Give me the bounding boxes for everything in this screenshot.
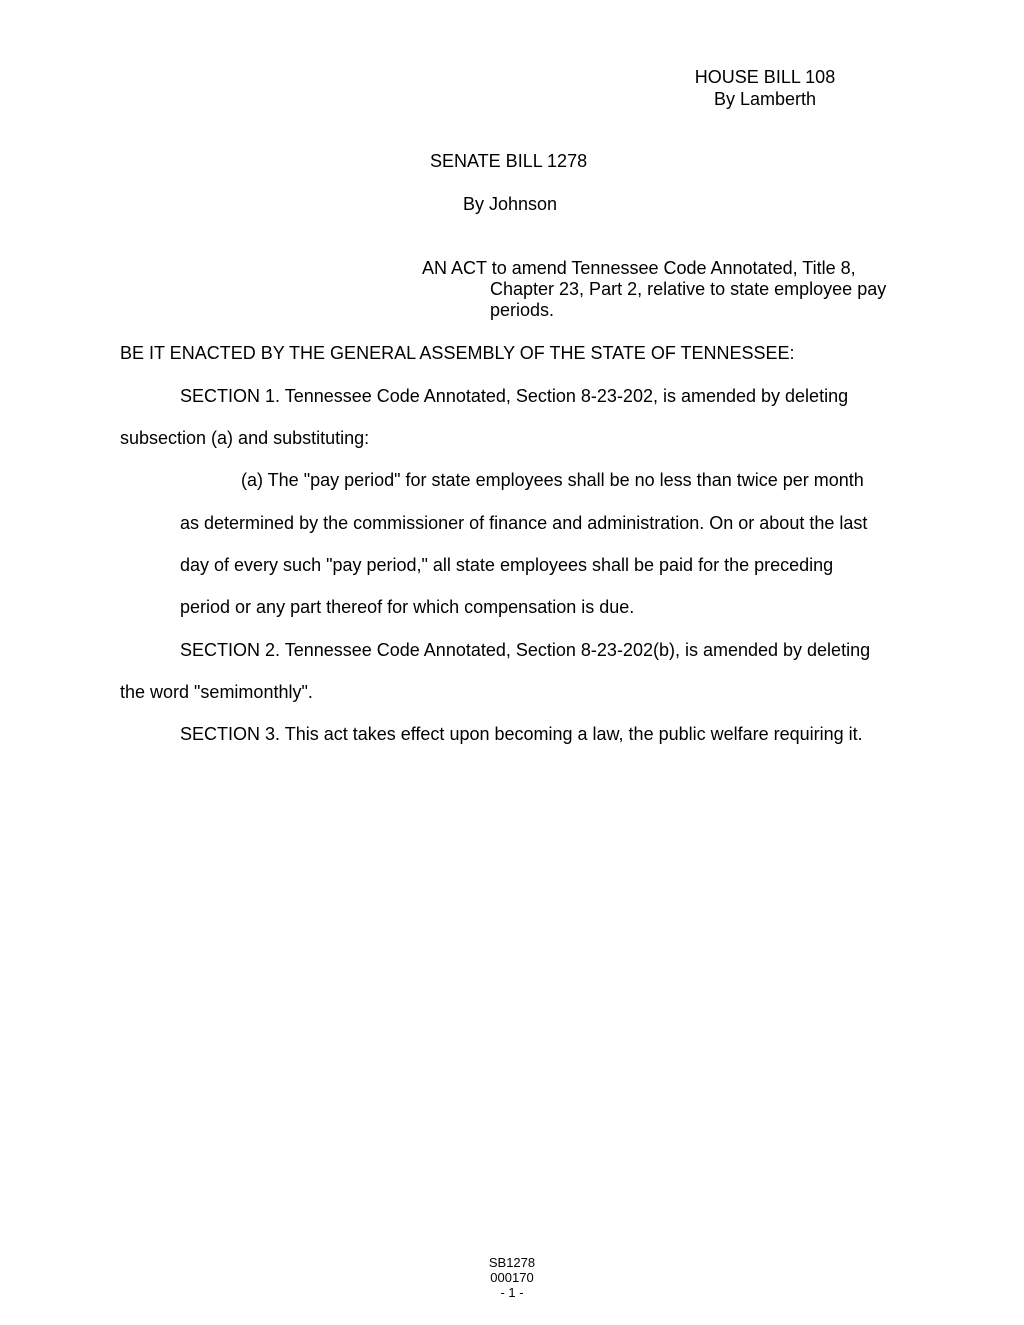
section-1-line-2: subsection (a) and substituting: — [120, 428, 370, 448]
senate-bill-sponsor: By Johnson — [463, 194, 558, 214]
house-bill-sponsor: By Lamberth — [713, 89, 817, 109]
section-2-line-1: SECTION 2. Tennessee Code Annotated, Section 8-23-202(b), is amended by deleting — [180, 640, 871, 660]
footer-page-number: - 1 - — [500, 1285, 524, 1300]
subsection-a-line-3: day of every such "pay period," all state employees shall be paid for the preceding — [180, 555, 834, 575]
senate-bill-number: SENATE BILL 1278 — [430, 151, 588, 171]
section-1-line-1: SECTION 1. Tennessee Code Annotated, Section 8-23-202, is amended by deleting — [180, 386, 849, 406]
footer-doc-number: 000170 — [490, 1270, 534, 1285]
subsection-a-line-2: as determined by the commissioner of finance and administration. On or about the last — [180, 513, 868, 533]
house-bill-number: HOUSE BILL 108 — [694, 67, 836, 87]
caption-continuation: Chapter 23, Part 2, relative to state employee pay periods. — [490, 279, 887, 320]
caption-first-line: AN ACT to amend Tennessee Code Annotated, Title 8, — [422, 258, 856, 278]
section-3-line-1: SECTION 3. This act takes effect upon becoming a law, the public welfare requiring it. — [180, 724, 863, 744]
page-footer — [462, 1255, 562, 1300]
bill-caption — [422, 258, 912, 321]
enacting-clause: BE IT ENACTED BY THE GENERAL ASSEMBLY OF THE STATE OF TENNESSEE: — [120, 343, 795, 363]
subsection-a-line-4: period or any part thereof for which compensation is due. — [180, 597, 635, 617]
section-2-line-2: the word "semimonthly". — [120, 682, 313, 702]
subsection-a-line-1: (a) The "pay period" for state employees shall be no less than twice per month — [241, 470, 864, 490]
footer-bill-code: SB1278 — [488, 1255, 536, 1270]
house-bill-block — [640, 66, 890, 110]
